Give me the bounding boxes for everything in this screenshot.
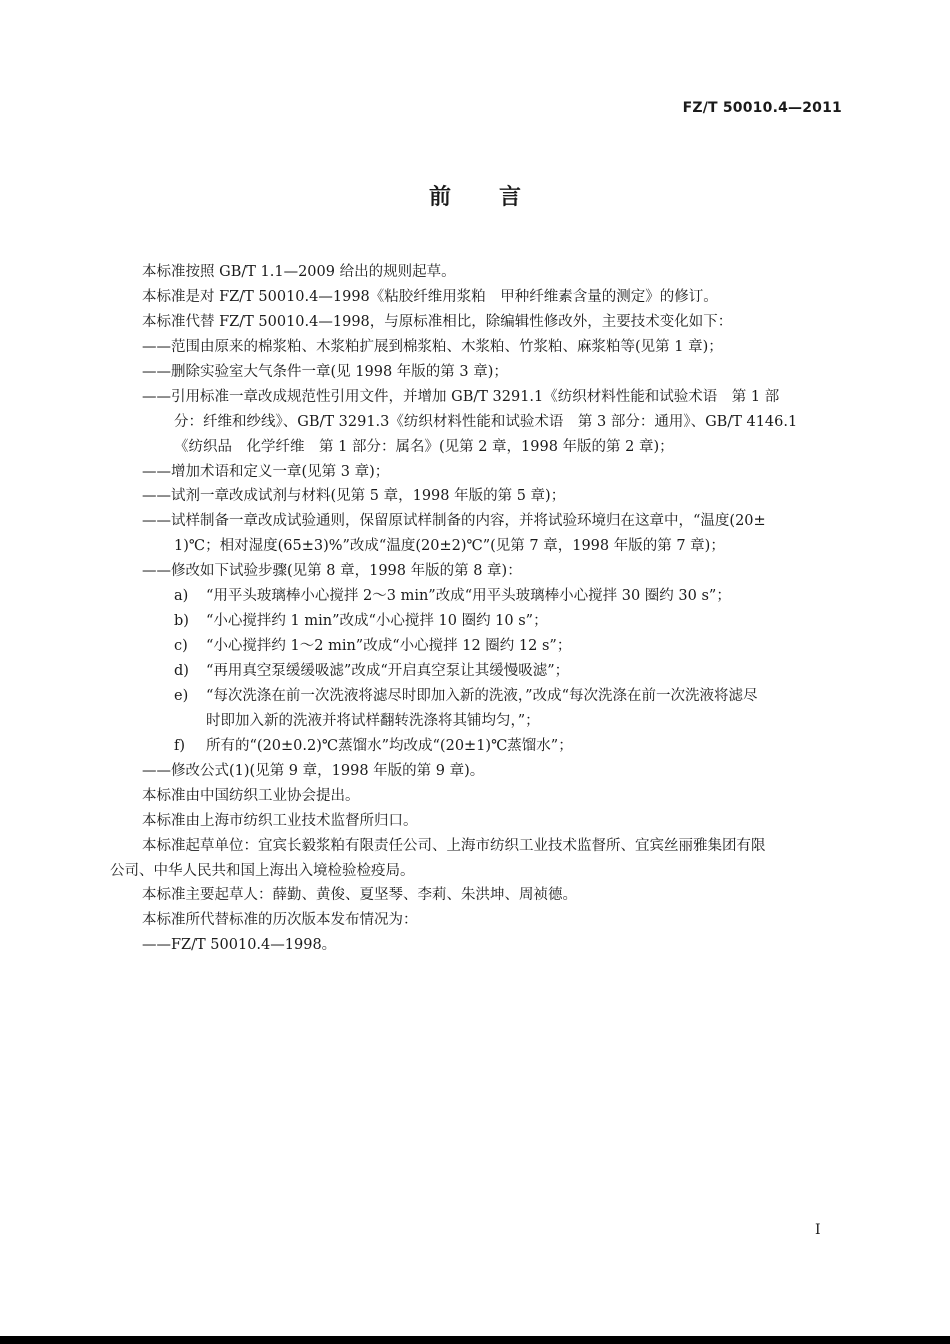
- bottom-edge-bar: [0, 1336, 950, 1344]
- sub-item-label: c): [174, 638, 188, 655]
- sub-item-c: [110, 634, 845, 659]
- change-item: ——删除实验室大气条件一章(见 1998 年版的第 3 章)；: [142, 363, 508, 380]
- change-item-continuation: 《纺织品 化学纤维 第 1 部分：属名》(见第 2 章，1998 年版的第 2 章)；: [174, 438, 674, 455]
- paragraph-history: 本标准所代替标准的历次版本发布情况为：: [142, 912, 418, 929]
- sub-item-e: [110, 684, 845, 709]
- change-item: ——试剂一章改成试剂与材料(见第 5 章，1998 年版的第 5 章)；: [142, 488, 566, 505]
- change-item: ——增加术语和定义一章(见第 3 章)；: [142, 463, 390, 480]
- sub-item-label: a): [174, 588, 189, 605]
- sub-item-text: “用平头玻璃棒小心搅拌 2～3 min”改成“用平头玻璃棒小心搅拌 30 圈约 30 s”；: [206, 588, 731, 605]
- sub-item-label: f): [174, 737, 186, 754]
- history-item: ——FZ/T 50010.4—1998。: [142, 937, 337, 954]
- sub-item-text: 所有的“(20±0.2)℃蒸馏水”均改成“(20±1)℃蒸馏水”；: [206, 737, 573, 754]
- sub-item-a: [110, 584, 845, 609]
- paragraph-drafters: 本标准主要起草人：薛勤、黄俊、夏坚琴、李莉、朱洪坤、周祯德。: [142, 887, 577, 904]
- foreword-body: [110, 260, 845, 958]
- sub-item-b: [110, 609, 845, 634]
- paragraph-centralized: 本标准由上海市纺织工业技术监督所归口。: [142, 812, 418, 829]
- paragraph-drafting-units: 本标准起草单位：宜宾长毅浆粕有限责任公司、上海市纺织工业技术监督所、宜宾丝丽雅集团有限: [142, 837, 766, 854]
- sub-item-label: d): [174, 663, 189, 679]
- change-item: ——引用标准一章改成规范性引用文件，并增加 GB/T 3291.1《纺织材料性能和试验术语 第 1 部: [142, 388, 780, 405]
- sub-item-continuation: 时即加入新的洗液并将试样翻转洗涤将其铺均匀，”；: [206, 712, 540, 729]
- sub-item-d: [110, 659, 845, 684]
- sub-item-label: e): [174, 687, 189, 704]
- paragraph-drafting-units-continuation: 公司、中华人民共和国上海出入境检验检疫局。: [110, 862, 415, 879]
- paragraph-replaces: 本标准代替 FZ/T 50010.4—1998，与原标准相比，除编辑性修改外，主要技术变化如下：: [142, 313, 733, 330]
- change-item: ——试样制备一章改成试验通则，保留原试样制备的内容，并将试验环境归在这章中，“温度(20±: [142, 513, 766, 530]
- sub-item-text: “再用真空泵缓缓吸滤”改成“开启真空泵让其缓慢吸滤”；: [206, 663, 570, 679]
- sub-item-text: “小心搅拌约 1 min”改成“小心搅拌 10 圈约 10 s”；: [206, 613, 548, 630]
- change-item: ——修改如下试验步骤(见第 8 章，1998 年版的第 8 章)：: [142, 563, 522, 580]
- change-item: ——修改公式(1)(见第 9 章，1998 年版的第 9 章)。: [142, 762, 485, 779]
- paragraph-drafting-rules: 本标准按照 GB/T 1.1—2009 给出的规则起草。: [142, 264, 456, 280]
- change-item-continuation: 分：纤维和纱线》、GB/T 3291.3《纺织材料性能和试验术语 第 3 部分：通用》、GB/T 4146.1: [174, 413, 798, 430]
- sub-item-text: “小心搅拌约 1～2 min”改成“小心搅拌 12 圈约 12 s”；: [206, 638, 572, 655]
- sub-item-label: b): [174, 613, 189, 630]
- sub-item-f: [110, 734, 845, 759]
- page-title: 前言: [428, 185, 569, 210]
- document-code: FZ/T 50010.4—2011: [682, 100, 842, 116]
- paragraph-revision: 本标准是对 FZ/T 50010.4—1998《粘胶纤维用浆粕 甲种纤维素含量的测定》的修订。: [142, 288, 718, 305]
- sub-item-text: “每次洗涤在前一次洗液将滤尽时即加入新的洗液，”改成“每次洗涤在前一次洗液将滤尽: [206, 687, 758, 704]
- page-number: I: [815, 1222, 821, 1238]
- paragraph-proposer: 本标准由中国纺织工业协会提出。: [142, 787, 360, 804]
- change-item-continuation: 1)℃；相对湿度(65±3)%”改成“温度(20±2)℃”(见第 7 章，1998 年版的第 7 章)；: [174, 538, 725, 555]
- change-item: ——范围由原来的棉浆粕、木浆粕扩展到棉浆粕、木浆粕、竹浆粕、麻浆粕等(见第 1 章)；: [142, 338, 723, 355]
